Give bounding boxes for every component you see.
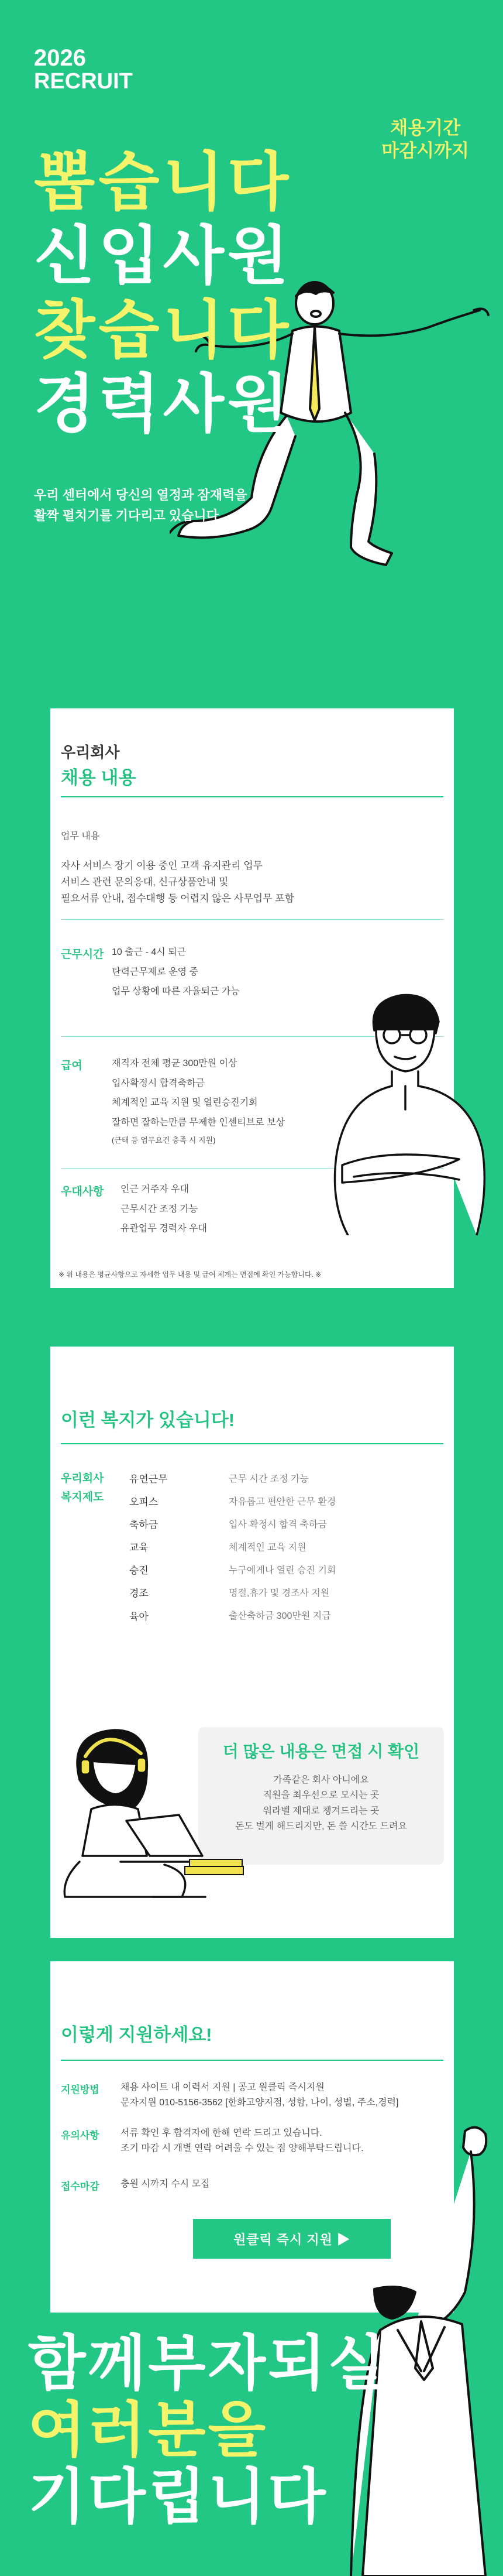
divider — [61, 796, 443, 797]
interview-info-line: 워라벨 제대로 챙겨드리는 곳 — [263, 1806, 380, 1816]
job-desc-label: 업무 내용 — [61, 831, 100, 841]
closing-line-2: 여러분을 — [28, 2397, 268, 2464]
benefit-value: 근무 시간 조정 가능 — [229, 1474, 309, 1484]
job-desc-line: 자사 서비스 장기 이용 중인 고객 유지관리 업무 — [61, 860, 263, 871]
benefit-names — [129, 1468, 168, 1628]
work-hours-lines — [112, 943, 240, 1002]
preference-line: 근무시간 조정 가능 — [120, 1204, 198, 1214]
salary-line: 재직자 전체 평균 300만원 이상 — [112, 1059, 237, 1068]
hero-subtitle — [34, 485, 247, 526]
interview-info-line: 돈도 벌게 해드리지만, 돈 쓸 시간도 드려요 — [235, 1821, 407, 1832]
salary-line: (근태 등 업무요건 충족 시 지원) — [112, 1136, 216, 1145]
salary-lines — [112, 1054, 285, 1149]
interview-info-line: 가족같은 회사 아니에요 — [273, 1775, 369, 1785]
benefits-card — [50, 1347, 454, 1938]
benefit-name: 육아 — [129, 1611, 149, 1622]
benefits-label — [61, 1469, 104, 1508]
benefit-name: 유연근무 — [129, 1474, 168, 1485]
deadline-line: 충원 시까지 수시 모집 — [120, 2179, 210, 2189]
benefit-values — [229, 1468, 336, 1628]
work-hours-line: 업무 상황에 따른 자율퇴근 가능 — [112, 986, 240, 997]
work-hours-label: 근무시간 — [61, 948, 104, 961]
benefits-label-line-1: 우리회사 — [61, 1472, 104, 1485]
job-desc-line: 필요서류 안내, 접수대행 등 어렵지 않은 사무업무 포함 — [61, 893, 295, 905]
closing-line-3: 기다립니다 — [28, 2464, 328, 2531]
divider — [61, 2060, 443, 2061]
job-note: ※ 위 내용은 평균사항으로 자세한 업무 내용 및 급여 체계는 면접에 확인 가능합니다. ※ — [58, 1270, 322, 1279]
preference-lines — [120, 1180, 207, 1239]
period-line-2: 마감시까지 — [381, 140, 469, 161]
caution-line: 서류 확인 후 합격자에 한해 연락 드리고 있습니다. — [120, 2128, 322, 2138]
job-section-title: 채용 내용 — [61, 768, 136, 788]
apply-title: 이렇게 지원하세요! — [61, 2025, 212, 2045]
benefits-title: 이런 복지가 있습니다! — [61, 1410, 235, 1430]
salary-line: 입사확정시 합격축하금 — [112, 1078, 205, 1088]
benefit-name: 경조 — [129, 1588, 149, 1599]
work-hours-line: 탄력근무제로 운영 중 — [112, 967, 198, 977]
hero-headline — [34, 145, 292, 441]
apply-method-lines — [120, 2080, 398, 2111]
preference-line: 유관업무 경력자 우대 — [120, 1224, 207, 1234]
headline-line-4: 경력사원 — [34, 368, 292, 440]
benefit-value: 명절,휴가 및 경조사 지원 — [229, 1588, 330, 1599]
preference-line: 인근 거주자 우대 — [120, 1184, 190, 1194]
salary-label: 급여 — [61, 1060, 82, 1072]
closing-line-1: 함께부자되실 — [28, 2330, 388, 2397]
one-click-apply-button[interactable]: 원클릭 즉시 지원 ▶ — [193, 2219, 391, 2259]
headline-line-2: 신입사원 — [34, 220, 292, 292]
benefit-name: 오피스 — [129, 1496, 159, 1508]
salary-line: 잘하면 잘하는만큼 무제한 인센티브로 보상 — [112, 1117, 285, 1128]
recruit-period — [381, 117, 469, 163]
benefit-name: 승진 — [129, 1565, 149, 1577]
preference-label: 우대사항 — [61, 1186, 104, 1198]
benefit-name: 교육 — [129, 1542, 149, 1554]
thinking-man-illustration — [319, 989, 494, 1235]
caution-label: 유의사항 — [61, 2130, 99, 2141]
divider — [61, 919, 443, 920]
hero-subtitle-line-1: 우리 센터에서 당신의 열정과 잠재력을 — [34, 488, 247, 502]
benefit-value: 자유롭고 편안한 근무 환경 — [229, 1497, 336, 1508]
laptop-girl-illustration — [56, 1721, 255, 1909]
benefit-value: 누구에게나 열린 승진 기회 — [229, 1566, 336, 1576]
interview-info-line: 직원을 최우선으로 모시는 곳 — [263, 1790, 380, 1801]
divider — [61, 1443, 443, 1444]
job-desc-line: 서비스 관련 문의응대, 신규상품안내 및 — [61, 876, 229, 888]
benefit-name: 축하금 — [129, 1519, 159, 1531]
salary-line: 체계적인 교육 지원 및 열린승진기회 — [112, 1098, 258, 1108]
benefits-label-line-2: 복지제도 — [61, 1491, 104, 1504]
apply-method-line: 채용 사이트 내 이력서 지원 | 공고 원클릭 즉시지원 — [120, 2082, 325, 2092]
job-desc — [61, 858, 294, 907]
deadline-lines — [120, 2177, 209, 2192]
year-badge — [34, 46, 133, 94]
apply-method-line: 문자지원 010-5156-3562 [한화고양지점, 성함, 나이, 성별, 주소,경력] — [120, 2098, 399, 2108]
caution-lines — [120, 2126, 363, 2157]
period-line-1: 채용기간 — [390, 118, 461, 138]
closing-headline — [28, 2330, 388, 2531]
benefit-value: 입사 확정시 합격 축하금 — [229, 1520, 327, 1530]
interview-info-title: 더 많은 내용은 면접 시 확인 — [222, 1742, 420, 1760]
deadline-label: 접수마감 — [61, 2181, 99, 2192]
company-name: 우리회사 — [61, 744, 120, 761]
headline-line-3: 찾습니다 — [34, 294, 292, 365]
work-hours-line: 10 출근 - 4시 퇴근 — [112, 947, 187, 957]
benefit-value: 출산축하금 300만원 지급 — [229, 1611, 331, 1622]
headline-line-1: 뽑습니다 — [34, 146, 292, 217]
hero-subtitle-line-2: 활짝 펼치기를 기다리고 있습니다 — [34, 508, 219, 523]
benefit-value: 체계적인 교육 지원 — [229, 1543, 306, 1553]
recruit-text: RECRUIT — [34, 69, 133, 94]
apply-method-label: 지원방법 — [61, 2084, 99, 2095]
year-text: 2026 — [34, 45, 86, 71]
caution-line: 조기 마감 시 개별 연락 어려울 수 있는 점 양해부탁드립니다. — [120, 2143, 364, 2154]
